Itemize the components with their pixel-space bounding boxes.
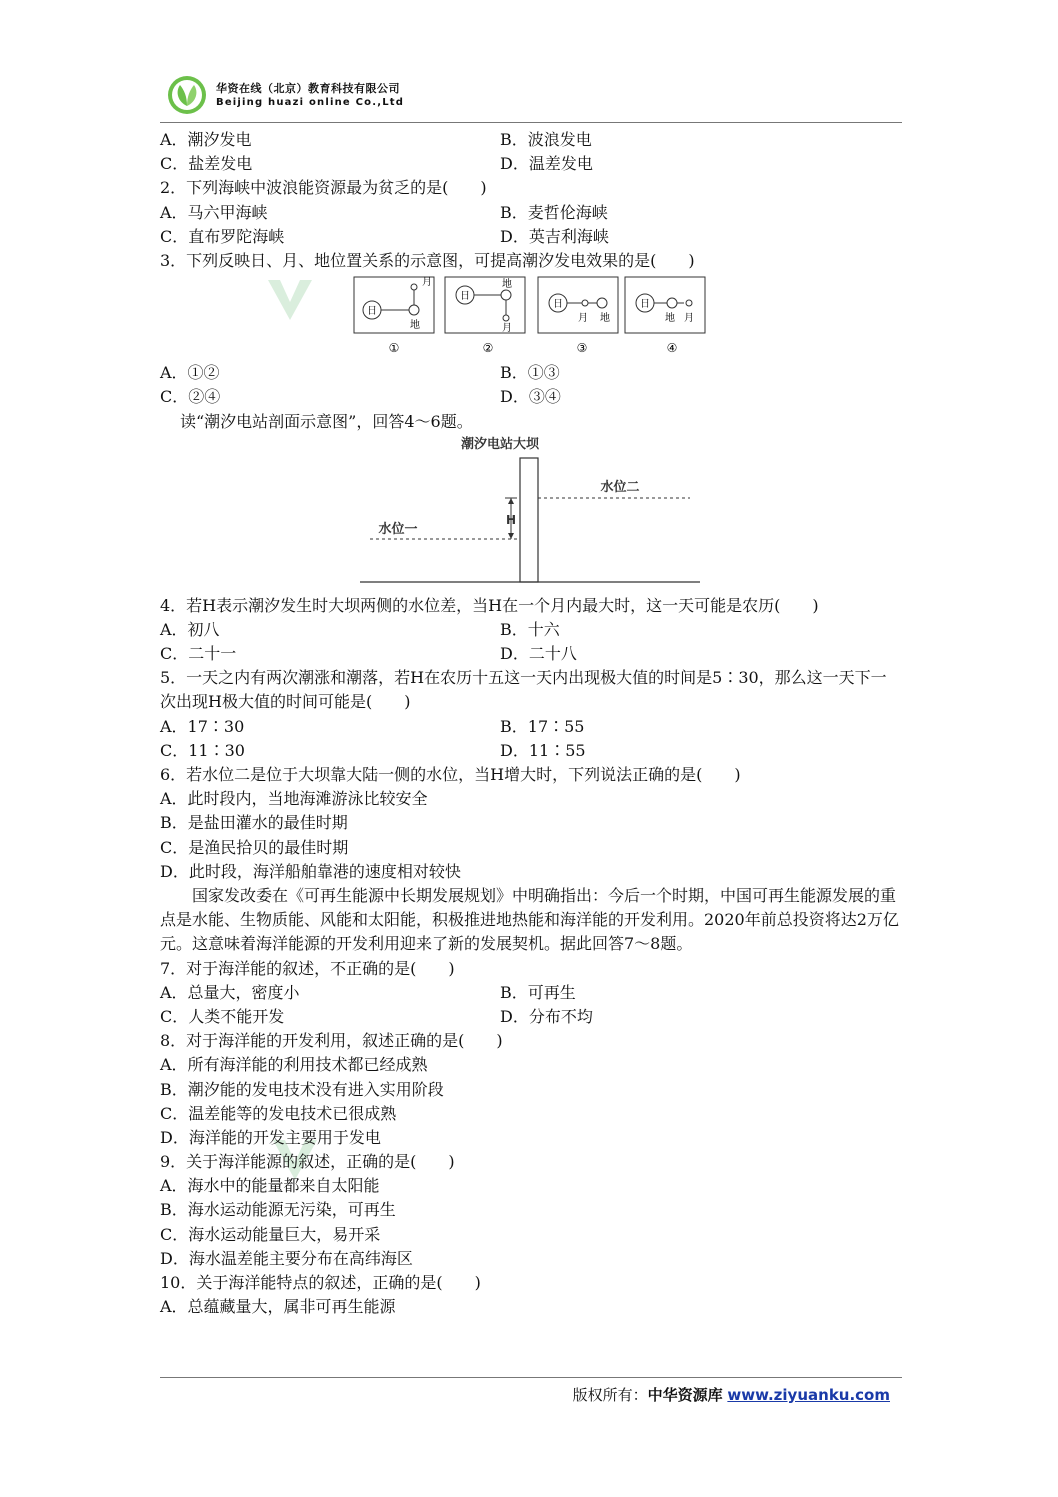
q5-options-row2: [160, 739, 902, 763]
q3-option-d: D．③④: [500, 387, 561, 407]
q1-option-d: D．温差发电: [500, 154, 593, 174]
panel-4: [625, 277, 705, 355]
q9-option-a: A．海水中的能量都来自太阳能: [160, 1176, 380, 1196]
q7-options-row1: [160, 981, 902, 1005]
q1-option-c: C．盐差发电: [160, 154, 253, 174]
q7-option-c: C．人类不能开发: [160, 1006, 285, 1026]
water-level-two-label: 水位二: [600, 479, 640, 495]
q8-option-a: A．所有海洋能的利用技术都已经成熟: [160, 1055, 428, 1075]
q3-option-c: C．②④: [160, 387, 221, 407]
sun-moon-earth-figure: [160, 275, 902, 357]
q9-option-d: D．海水温差能主要分布在高纬海区: [160, 1248, 413, 1268]
panel-label-3: ③: [576, 341, 588, 356]
footer-site-name: 中华资源库: [647, 1386, 723, 1404]
q8-option-d: D．海洋能的开发主要用于发电: [160, 1127, 381, 1147]
q3-options-row2: [160, 385, 902, 409]
q7-option-d: D．分布不均: [500, 1006, 593, 1026]
sun-label-4: 日: [640, 299, 650, 311]
q10-stem: 10．关于海洋能特点的叙述，正确的是( ): [160, 1273, 481, 1293]
q4-options-row1: [160, 618, 902, 642]
company-logo-icon: [166, 74, 208, 116]
panel-label-2: ②: [482, 341, 494, 356]
moon-label-3: 月: [578, 313, 588, 325]
page-footer: [160, 1377, 902, 1404]
q6-option-a: A．此时段内，当地海滩游泳比较安全: [160, 789, 428, 809]
q1-option-a: A．潮汐发电: [160, 130, 252, 149]
q7-stem: 7．对于海洋能的叙述，不正确的是( ): [160, 958, 455, 978]
q4-stem: 4．若H表示潮汐发生时大坝两侧的水位差，当H在一个月内最大时，这一天可能是农历( ): [160, 595, 819, 615]
sun-label-2: 日: [460, 291, 470, 303]
q9-option-c: C．海水运动能量巨大，易开采: [160, 1224, 381, 1244]
q3-option-b: B．①③: [500, 363, 560, 383]
sun-label-1: 日: [367, 306, 377, 318]
earth-label-1: 地: [410, 320, 420, 332]
panel-2: [445, 277, 525, 355]
q1-options-row1: [160, 128, 902, 152]
q2-stem: 2．下列海峡中波浪能资源最为贫乏的是( ): [160, 178, 487, 198]
h-label: H: [505, 512, 517, 527]
q10-option-a: A．总蕴藏量大，属非可再生能源: [160, 1297, 396, 1317]
q3-option-a: A．①②: [160, 363, 220, 383]
dam-title: 潮汐电站大坝: [460, 436, 540, 452]
sun-moon-earth-diagram: [160, 275, 902, 357]
panel-3: [538, 277, 618, 355]
water-level-one-label: 水位一: [378, 521, 418, 537]
moon-label-2: 月: [502, 323, 512, 335]
dam-wall: [520, 458, 538, 582]
q5-stem: 5．一天之内有两次潮涨和潮落，若H在农历十五这一天内出现极大值的时间是5∶30，那么这一天下一次出现H极大值的时间可能是( ): [160, 668, 887, 712]
q2-option-d: D．英吉利海峡: [500, 226, 609, 246]
q7-option-b: B．可再生: [500, 982, 576, 1002]
panel-label-4: ④: [666, 341, 678, 356]
footer-copyright: 版权所有：: [572, 1386, 648, 1404]
tidal-dam-diagram: [160, 434, 902, 594]
q5-options-row1: [160, 715, 902, 739]
q9-option-b: B．海水运动能源无污染，可再生: [160, 1200, 396, 1220]
company-name-en: Beijing huazi online Co.,Ltd: [216, 97, 405, 108]
company-name-cn: 华资在线（北京）教育科技有限公司: [216, 82, 400, 95]
q1-option-b: B．波浪发电: [500, 130, 592, 149]
moon-label-4: 月: [684, 313, 694, 325]
q7-option-a: A．总量大，密度小: [160, 982, 300, 1002]
q2-option-a: A．马六甲海峡: [160, 202, 268, 222]
q6-option-d: D．此时段，海洋船舶靠港的速度相对较快: [160, 861, 461, 881]
q8-option-b: B．潮汐能的发电技术没有进入实用阶段: [160, 1079, 444, 1099]
panel-label-1: ①: [388, 341, 400, 356]
earth-label-4: 地: [665, 313, 675, 325]
q3-stem: 3．下列反映日、月、地位置关系的示意图，可提高潮汐发电效果的是( ): [160, 250, 695, 270]
exam-content: [160, 128, 902, 1319]
q5-option-c: C．11∶30: [160, 740, 245, 760]
q4-option-b: B．十六: [500, 619, 560, 639]
moon-label-1: 月: [422, 277, 432, 289]
q2-option-c: C．直布罗陀海峡: [160, 226, 285, 246]
page-header: [160, 70, 902, 123]
q2-options-row2: [160, 225, 902, 249]
q2-option-b: B．麦哲伦海峡: [500, 202, 608, 222]
q4-option-d: D．二十八: [500, 644, 577, 664]
q7-options-row2: [160, 1005, 902, 1029]
q8-stem: 8．对于海洋能的开发利用，叙述正确的是( ): [160, 1031, 503, 1051]
footer-url-link[interactable]: www.ziyuanku.com: [727, 1386, 890, 1404]
sun-label-3: 日: [553, 299, 563, 311]
q5-option-b: B．17∶55: [500, 716, 585, 736]
q5-option-a: A．17∶30: [160, 716, 245, 736]
q6-option-c: C．是渔民拾贝的最佳时期: [160, 837, 349, 857]
panel-1: [354, 276, 434, 355]
footer-text: [573, 1384, 890, 1405]
tidal-dam-figure: [160, 434, 902, 594]
earth-label-3: 地: [600, 313, 610, 325]
q5-option-d: D．11∶55: [500, 740, 586, 760]
intro-7-8: 国家发改委在《可再生能源中长期发展规划》中明确指出：今后一个时期，中国可再生能源发展的重点是水能、生物质能、风能和太阳能，积极推进地热能和海洋能的开发利用。2020年前总投资将达2万亿元。这意味着海洋能源的开发利用迎来了新的发展契机。据此回答7～8题。: [160, 885, 899, 954]
q8-option-c: C．温差能等的发电技术已很成熟: [160, 1103, 397, 1123]
q2-options-row1: [160, 201, 902, 225]
q4-option-a: A．初八: [160, 619, 220, 639]
q4-options-row2: [160, 642, 902, 666]
q6-stem: 6．若水位二是位于大坝靠大陆一侧的水位，当H增大时，下列说法正确的是( ): [160, 765, 741, 785]
q3-options-row1: [160, 361, 902, 385]
earth-label-2: 地: [502, 279, 512, 291]
q9-stem: 9．关于海洋能源的叙述，正确的是( ): [160, 1152, 455, 1172]
q1-options-row2: [160, 152, 902, 176]
intro-4-6: 读“潮汐电站剖面示意图”，回答4～6题。: [180, 411, 473, 431]
q6-option-b: B．是盐田灌水的最佳时期: [160, 813, 348, 833]
q4-option-c: C．二十一: [160, 644, 237, 664]
